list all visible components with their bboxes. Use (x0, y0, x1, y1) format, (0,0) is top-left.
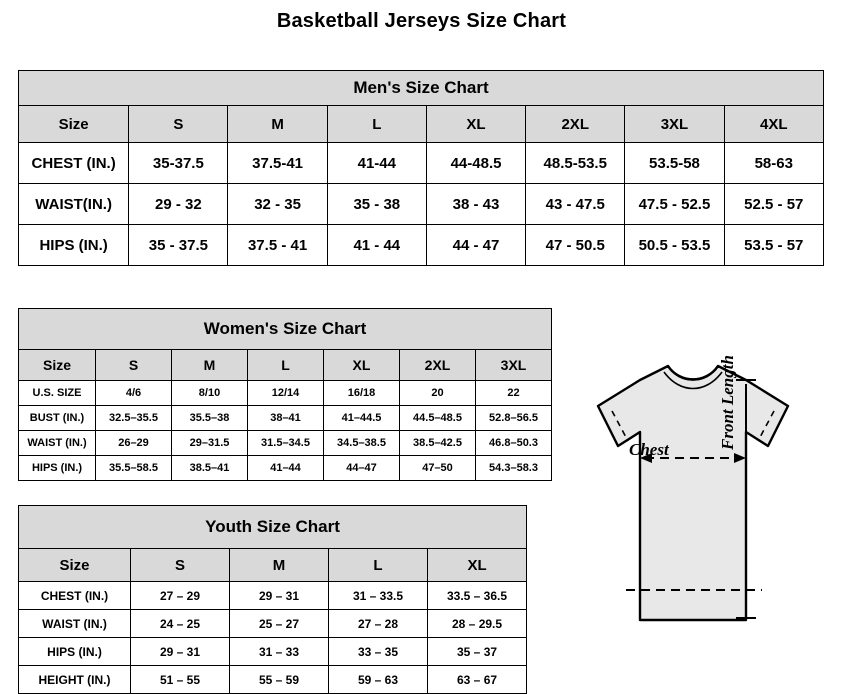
mens-chart-caption-row (19, 71, 824, 106)
row-label: HIPS (IN.) (19, 456, 96, 481)
cell: 26–29 (96, 431, 172, 456)
row-label: CHEST (IN.) (19, 143, 129, 184)
youth-header-row (19, 549, 527, 582)
cell: 28 – 29.5 (428, 610, 527, 638)
womens-size-chart-table (18, 308, 552, 481)
cell: 52.8–56.5 (476, 406, 552, 431)
shirt-measurement-diagram (540, 358, 836, 668)
cell: 59 – 63 (329, 666, 428, 694)
mens-col-header: 2XL (526, 106, 625, 143)
cell: 4/6 (96, 381, 172, 406)
cell: 33.5 – 36.5 (428, 582, 527, 610)
cell: 29–31.5 (172, 431, 248, 456)
womens-col-header: L (248, 350, 324, 381)
cell: 38.5–41 (172, 456, 248, 481)
womens-col-header: S (96, 350, 172, 381)
row-label: HIPS (IN.) (19, 638, 131, 666)
cell: 43 - 47.5 (526, 184, 625, 225)
cell: 20 (400, 381, 476, 406)
cell: 41–44.5 (324, 406, 400, 431)
cell: 38–41 (248, 406, 324, 431)
cell: 31 – 33 (230, 638, 329, 666)
page-title: Basketball Jerseys Size Chart (276, 10, 567, 32)
cell: 25 – 27 (230, 610, 329, 638)
womens-col-header: XL (324, 350, 400, 381)
womens-col-header: 3XL (476, 350, 552, 381)
cell: 35 – 37 (428, 638, 527, 666)
mens-chart-caption: Men's Size Chart (19, 71, 824, 106)
cell: 31 – 33.5 (329, 582, 428, 610)
table-row (19, 225, 824, 266)
cell: 41-44 (327, 143, 426, 184)
cell: 37.5-41 (228, 143, 327, 184)
cell: 47 - 50.5 (526, 225, 625, 266)
cell: 55 – 59 (230, 666, 329, 694)
cell: 22 (476, 381, 552, 406)
cell: 63 – 67 (428, 666, 527, 694)
table-row (19, 184, 824, 225)
cell: 52.5 - 57 (724, 184, 823, 225)
cell: 24 – 25 (131, 610, 230, 638)
cell: 29 – 31 (131, 638, 230, 666)
mens-col-header: M (228, 106, 327, 143)
mens-size-chart-table (18, 70, 824, 266)
table-row (19, 582, 527, 610)
cell: 53.5 - 57 (724, 225, 823, 266)
cell: 12/14 (248, 381, 324, 406)
cell: 16/18 (324, 381, 400, 406)
womens-col-header: Size (19, 350, 96, 381)
cell: 41–44 (248, 456, 324, 481)
cell: 8/10 (172, 381, 248, 406)
womens-header-row (19, 350, 552, 381)
cell: 47.5 - 52.5 (625, 184, 724, 225)
cell: 53.5-58 (625, 143, 724, 184)
cell: 27 – 29 (131, 582, 230, 610)
row-label: WAIST (IN.) (19, 610, 131, 638)
cell: 27 – 28 (329, 610, 428, 638)
cell: 38.5–42.5 (400, 431, 476, 456)
youth-col-header: L (329, 549, 428, 582)
cell: 48.5-53.5 (526, 143, 625, 184)
mens-col-header: XL (426, 106, 525, 143)
row-label: CHEST (IN.) (19, 582, 131, 610)
cell: 32 - 35 (228, 184, 327, 225)
cell: 29 - 32 (129, 184, 228, 225)
table-row (19, 143, 824, 184)
youth-col-header: M (230, 549, 329, 582)
row-label: HEIGHT (IN.) (19, 666, 131, 694)
table-row (19, 406, 552, 431)
cell: 44–47 (324, 456, 400, 481)
cell: 47–50 (400, 456, 476, 481)
row-label: WAIST(IN.) (19, 184, 129, 225)
table-row (19, 638, 527, 666)
cell: 29 – 31 (230, 582, 329, 610)
mens-col-header: 3XL (625, 106, 724, 143)
cell: 44 - 47 (426, 225, 525, 266)
youth-chart-caption-row (19, 506, 527, 549)
youth-col-header: Size (19, 549, 131, 582)
cell: 51 – 55 (131, 666, 230, 694)
cell: 35 - 37.5 (129, 225, 228, 266)
womens-col-header: M (172, 350, 248, 381)
chest-label: Chest (629, 440, 669, 459)
table-row (19, 666, 527, 694)
cell: 34.5–38.5 (324, 431, 400, 456)
row-label: BUST (IN.) (19, 406, 96, 431)
mens-col-header: Size (19, 106, 129, 143)
cell: 31.5–34.5 (248, 431, 324, 456)
womens-chart-caption: Women's Size Chart (19, 309, 552, 350)
womens-chart-caption-row (19, 309, 552, 350)
row-label: HIPS (IN.) (19, 225, 129, 266)
mens-col-header: L (327, 106, 426, 143)
cell: 58-63 (724, 143, 823, 184)
cell: 41 - 44 (327, 225, 426, 266)
cell: 50.5 - 53.5 (625, 225, 724, 266)
youth-col-header: S (131, 549, 230, 582)
table-row (19, 381, 552, 406)
cell: 37.5 - 41 (228, 225, 327, 266)
cell: 35.5–58.5 (96, 456, 172, 481)
shirt-outline (598, 366, 788, 620)
table-row (19, 431, 552, 456)
table-row (19, 610, 527, 638)
womens-col-header: 2XL (400, 350, 476, 381)
row-label: U.S. SIZE (19, 381, 96, 406)
row-label: WAIST (IN.) (19, 431, 96, 456)
cell: 35.5–38 (172, 406, 248, 431)
cell: 44-48.5 (426, 143, 525, 184)
mens-header-row (19, 106, 824, 143)
youth-col-header: XL (428, 549, 527, 582)
cell: 38 - 43 (426, 184, 525, 225)
mens-col-header: 4XL (724, 106, 823, 143)
cell: 35 - 38 (327, 184, 426, 225)
table-row (19, 456, 552, 481)
cell: 33 – 35 (329, 638, 428, 666)
cell: 32.5–35.5 (96, 406, 172, 431)
front-length-label: Front Length (718, 355, 737, 450)
youth-chart-caption: Youth Size Chart (19, 506, 527, 549)
youth-size-chart-table (18, 505, 527, 694)
mens-col-header: S (129, 106, 228, 143)
cell: 35-37.5 (129, 143, 228, 184)
cell: 46.8–50.3 (476, 431, 552, 456)
cell: 44.5–48.5 (400, 406, 476, 431)
cell: 54.3–58.3 (476, 456, 552, 481)
